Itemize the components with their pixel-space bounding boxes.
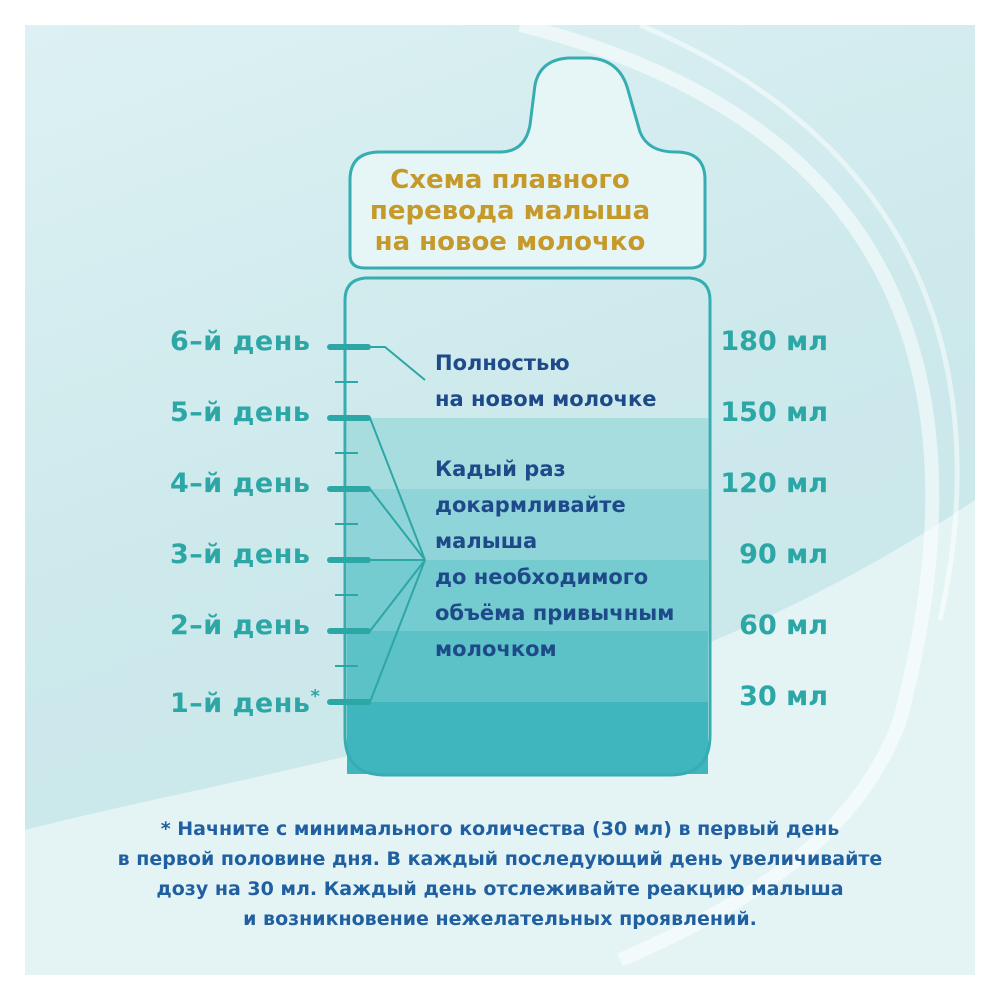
day-label xyxy=(170,680,320,721)
day-label: 2–й день xyxy=(170,610,311,641)
title-line: на новое молочко xyxy=(374,227,646,257)
connector-line xyxy=(362,347,425,380)
title-line: Схема плавного xyxy=(390,165,630,195)
volume-label: 60 мл xyxy=(739,610,828,641)
title-line: перевода малыша xyxy=(369,196,651,226)
volume-label: 90 мл xyxy=(739,539,828,570)
note-line: докармливайте xyxy=(435,493,626,517)
note-line: объёма привычным xyxy=(435,601,675,625)
volume-label: 30 мл xyxy=(739,681,828,712)
footnote-asterisk: * xyxy=(310,686,321,707)
note-line: до необходимого xyxy=(435,565,649,589)
day-label: 6–й день xyxy=(170,326,311,357)
note-line: Полностью xyxy=(435,351,570,375)
footnote-line: в первой половине дня. В каждый последующий день увеличивайте xyxy=(117,848,883,870)
note-line: Кадый раз xyxy=(435,457,566,481)
day-label-text: 1–й день xyxy=(170,688,311,719)
liquid-band xyxy=(347,702,708,773)
footnote-line: и возникновение нежелательных проявлений. xyxy=(243,908,757,930)
volume-label: 120 мл xyxy=(720,468,828,499)
note-line: на новом молочке xyxy=(435,387,657,411)
volume-label: 150 мл xyxy=(720,397,828,428)
note-line: малыша xyxy=(435,529,538,553)
note-line: молочком xyxy=(435,637,557,661)
day-label: 5–й день xyxy=(170,397,311,428)
footnote-line: дозу на 30 мл. Каждый день отслеживайте реакцию малыша xyxy=(156,878,844,900)
day-label: 4–й день xyxy=(170,468,311,499)
day-label: 3–й день xyxy=(170,539,311,570)
volume-label: 180 мл xyxy=(720,326,828,357)
footnote-line: * Начните с минимального количества (30 мл) в первый день xyxy=(160,818,840,840)
